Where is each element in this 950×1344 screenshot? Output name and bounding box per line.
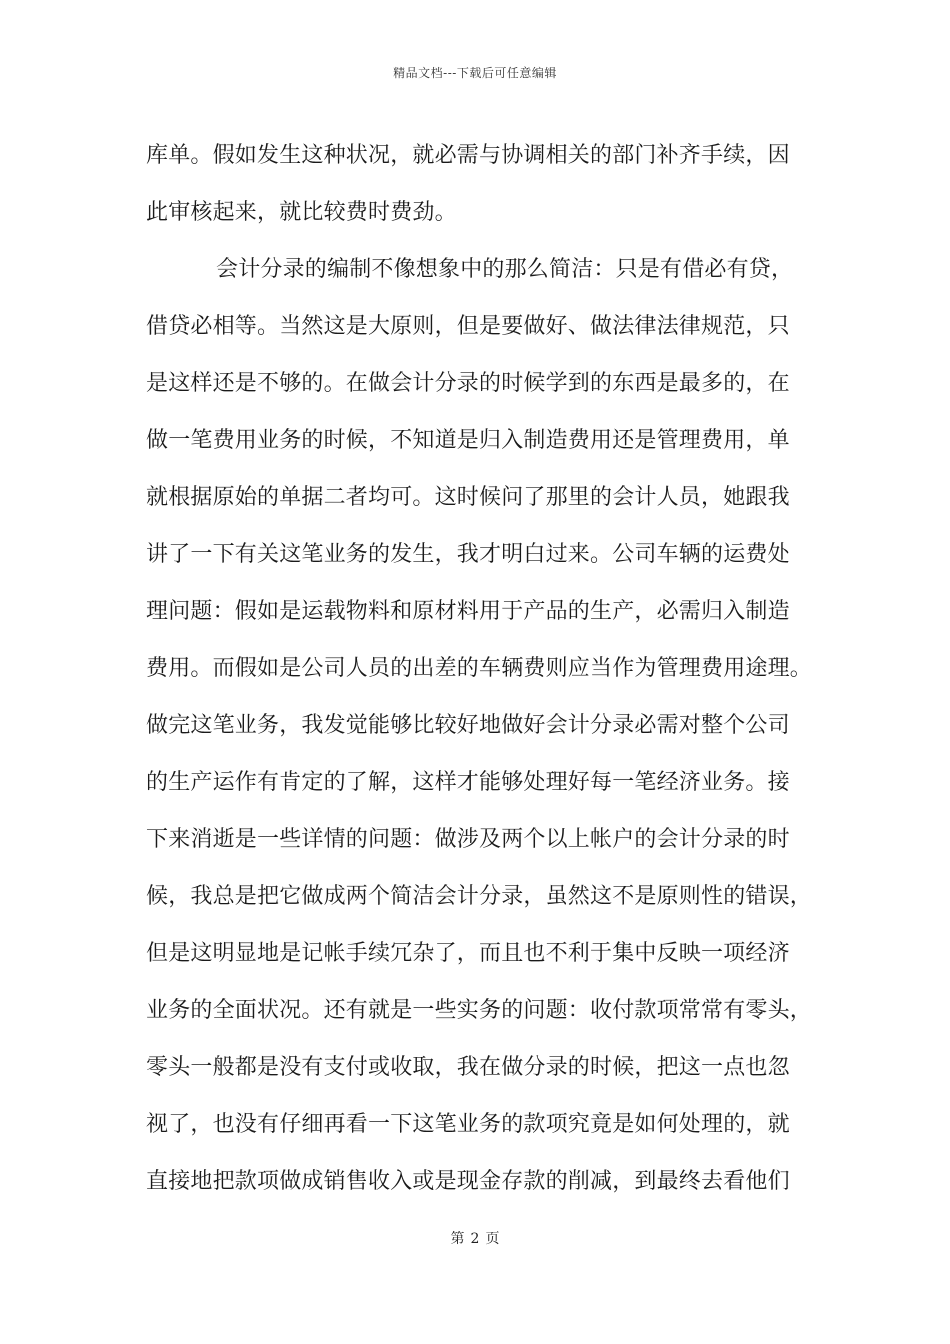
text-line: 零头一般都是没有支付或收取，我在做分录的时候，把这一点也忽 [146,1055,790,1080]
text-line: 理问题：假如是运载物料和原材料用于产品的生产，必需归入制造 [146,599,790,624]
text-line: 就根据原始的单据二者均可。这时候问了那里的会计人员，她跟我 [146,485,790,510]
text-line: 是这样还是不够的。在做会计分录的时候学到的东西是最多的，在 [146,371,790,396]
text-line: 做一笔费用业务的时候，不知道是归入制造费用还是管理费用，单 [146,428,790,453]
page-label-prefix: 第 [450,1231,465,1247]
text-line: 视了，也没有仔细再看一下这笔业务的款项究竟是如何处理的，就 [146,1112,790,1137]
page-number: 2 [470,1231,480,1247]
text-line: 下来消逝是一些详情的问题：做涉及两个以上帐户的会计分录的时 [146,827,790,852]
text-line: 借贷必相等。当然这是大原则，但是要做好、做法律法律规范，只 [146,314,790,339]
text-line: 费用。而假如是公司人员的出差的车辆费则应当作为管理费用途理。 [146,656,813,681]
document-body [146,127,826,1210]
text-line: 候，我总是把它做成两个简洁会计分录，虽然这不是原则性的错误， [146,884,813,909]
page-header: 精品文档---下载后可任意编辑 [393,66,557,80]
text-line: 业务的全面状况。还有就是一些实务的问题：收付款项常常有零头， [146,998,813,1023]
text-line: 直接地把款项做成销售收入或是现金存款的削减，到最终去看他们 [146,1169,790,1194]
page-footer [0,1228,950,1248]
text-line: 但是这明显地是记帐手续冗杂了，而且也不利于集中反映一项经济 [146,941,790,966]
page-label-suffix: 页 [485,1231,500,1247]
text-line: 此审核起来，就比较费时费劲。 [146,200,457,225]
paragraph-start-line: 会计分录的编制不像想象中的那么简洁：只是有借必有贷， [216,257,794,282]
text-line: 讲了一下有关这笔业务的发生，我才明白过来。公司车辆的运费处 [146,542,790,567]
text-line: 的生产运作有肯定的了解，这样才能够处理好每一笔经济业务。接 [146,770,790,795]
text-line: 库单。假如发生这种状况，就必需与协调相关的部门补齐手续，因 [146,143,790,168]
text-line: 做完这笔业务，我发觉能够比较好地做好会计分录必需对整个公司 [146,713,790,738]
